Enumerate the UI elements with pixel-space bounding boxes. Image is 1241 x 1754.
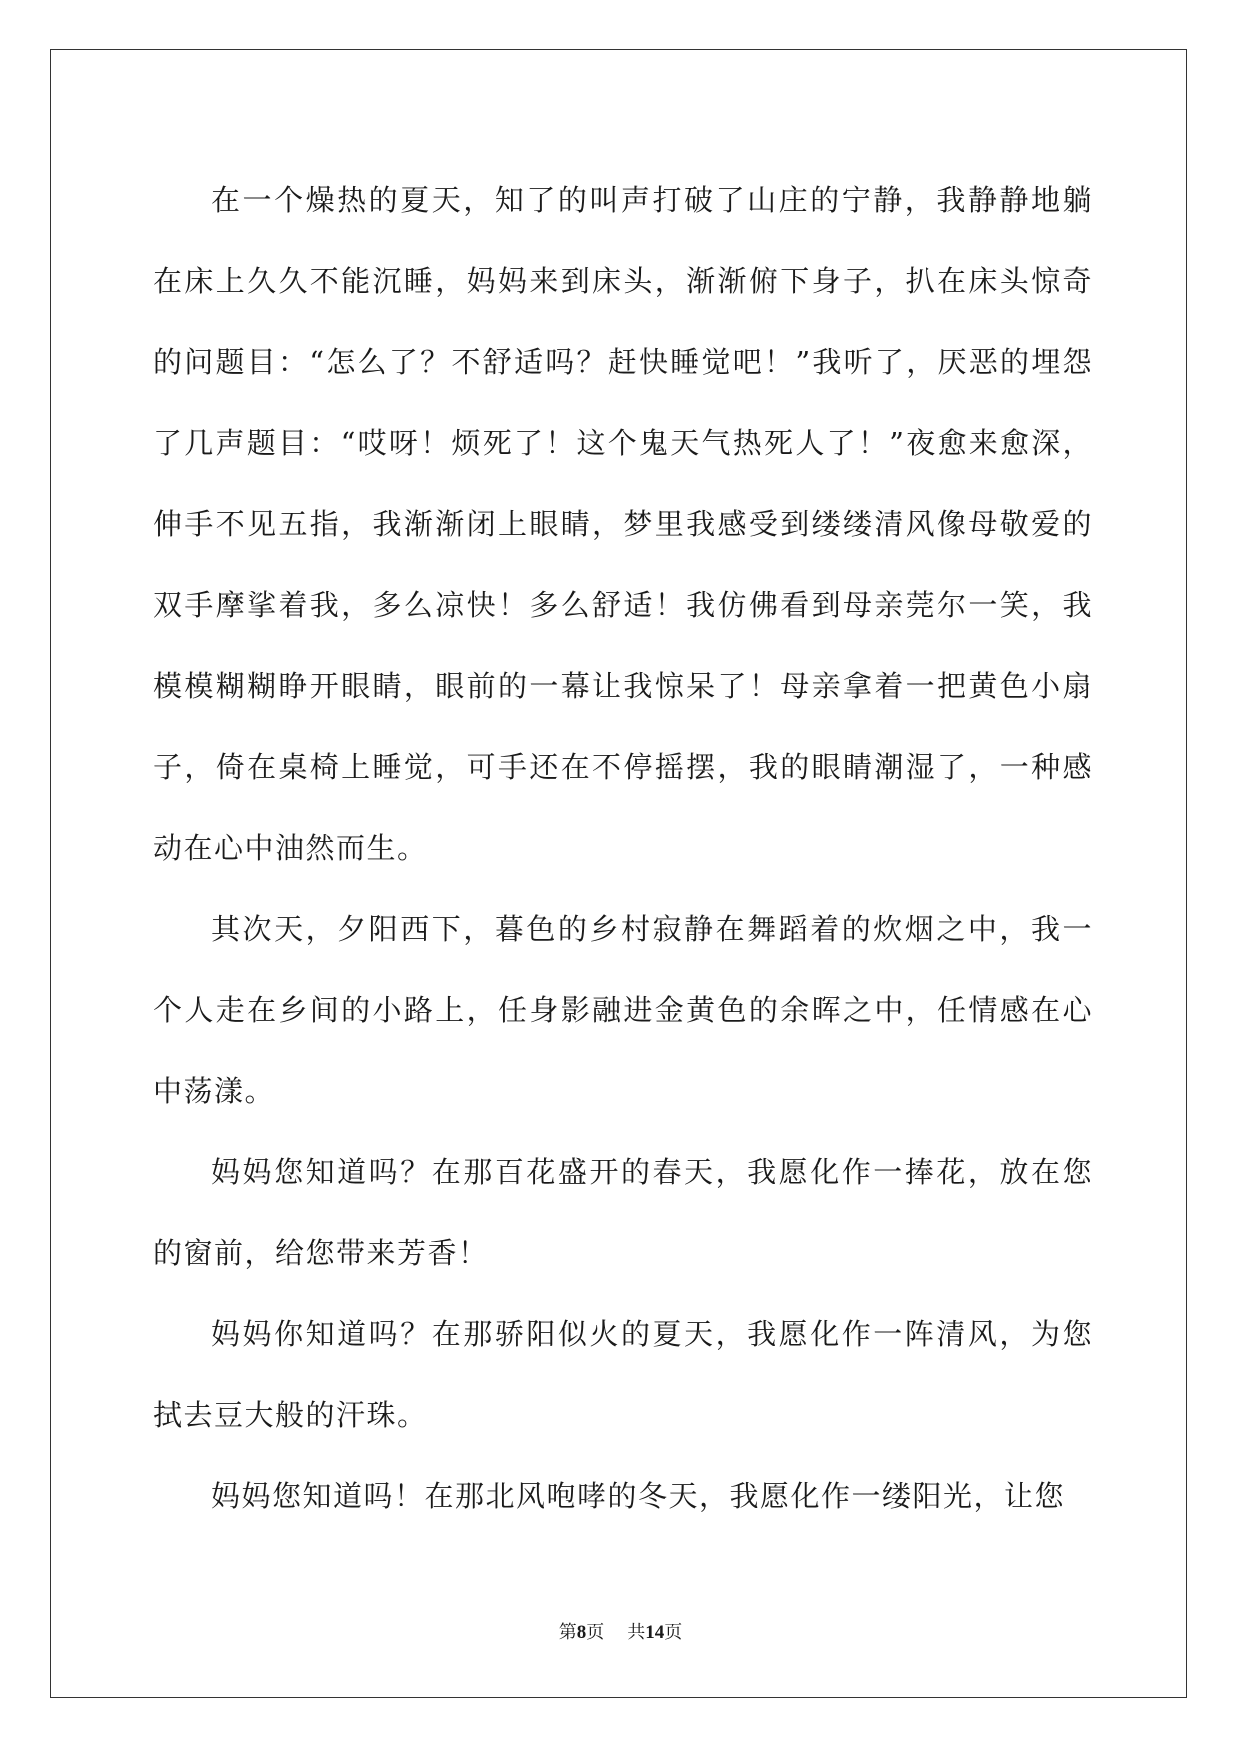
page-prefix: 第: [558, 1622, 577, 1643]
page-suffix: 页: [586, 1622, 605, 1643]
paragraph-3: 妈妈您知道吗？在那百花盛开的春天，我愿化作一捧花，放在您的窗前，给您带来芳香！: [153, 1155, 1093, 1270]
paragraph-4: 妈妈你知道吗？在那骄阳似火的夏天，我愿化作一阵清风，为您拭去豆大般的汗珠。: [153, 1317, 1093, 1432]
paragraph-2: 其次天，夕阳西下，暮色的乡村寂静在舞蹈着的炊烟之中，我一个人走在乡间的小路上，任身影融进金黄色的余晖之中，任情感在心中荡漾。: [153, 912, 1093, 1108]
page-footer: [0, 1618, 1241, 1644]
total-prefix: 共: [627, 1622, 646, 1643]
paragraph-5: 妈妈您知道吗！在那北风咆哮的冬天，我愿化作一缕阳光，让您: [211, 1479, 1066, 1513]
paragraph-1: 在一个燥热的夏天，知了的叫声打破了山庄的宁静，我静静地躺在床上久久不能沉睡，妈妈来到床头，渐渐俯下身子，扒在床头惊奇的问题目：“怎么了？不舒适吗？赶快睡觉吧！”我听了，厌恶的埋怨了几声题目：“哎呀！烦死了！这个鬼天气热死人了！”夜愈来愈深，伸手不见五指，我渐渐闭上眼睛，梦里我感受到缕缕清风像母敬爱的双手摩挲着我，多么凉快！多么舒适！我仿佛看到母亲莞尔一笑，我模模糊糊睁开眼睛，眼前的一幕让我惊呆了！母亲拿着一把黄色小扇子，倚在桌椅上睡觉，可手还在不停摇摆，我的眼睛潮湿了，一种感动在心中油然而生。: [153, 183, 1093, 865]
document-body: [153, 160, 1093, 1537]
total-suffix: 页: [664, 1622, 683, 1643]
total-pages: 14: [645, 1622, 665, 1643]
page-number: 8: [576, 1622, 587, 1643]
